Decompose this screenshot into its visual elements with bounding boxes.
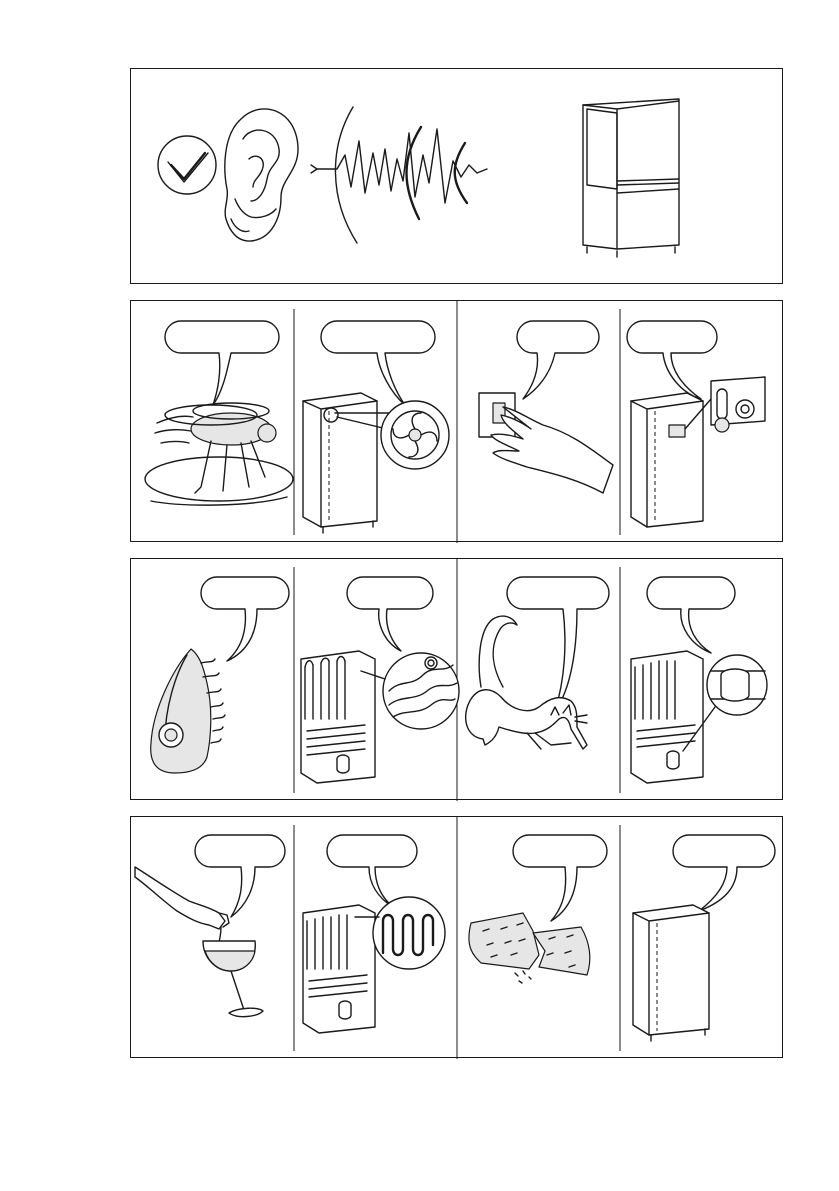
- speech-bubble-icon: [507, 577, 609, 711]
- speech-bubble-icon: [647, 577, 735, 653]
- speech-bubble-icon: [321, 321, 435, 405]
- speech-bubble-icon: [195, 835, 285, 917]
- speech-bubble-icon: [347, 577, 433, 651]
- noise-row-1-illustration: [131, 301, 784, 543]
- fan-noise-panel: [303, 321, 449, 533]
- noise-row-2-frame: [130, 558, 783, 800]
- iron-hiss-panel: [151, 577, 289, 773]
- fly-buzz-panel: [145, 321, 293, 505]
- speech-bubble-icon: [517, 321, 599, 399]
- speech-bubble-icon: [513, 835, 607, 921]
- speech-bubble-icon: [165, 321, 279, 405]
- cracker-crack-panel: [469, 835, 607, 983]
- fridge-icon: [583, 99, 679, 257]
- speech-bubble-icon: [627, 321, 717, 399]
- noise-row-3-frame: [130, 816, 783, 1058]
- noise-overview-frame: [130, 68, 783, 284]
- cat-purr-panel: [466, 577, 609, 749]
- condenser-hiss-panel: [301, 577, 459, 783]
- noise-row-1-frame: [130, 300, 783, 542]
- refrigerant-flow-panel: [303, 835, 445, 1033]
- cabinet-crack-panel: [633, 835, 775, 1041]
- thermostat-click-panel: [627, 321, 765, 527]
- compressor-hum-panel: [631, 577, 767, 783]
- ear-icon: [225, 109, 298, 241]
- overview-illustration: [131, 69, 784, 285]
- sound-wave-icon: [311, 107, 487, 243]
- noise-row-3-illustration: [131, 817, 784, 1059]
- checkmark-icon: [158, 136, 216, 194]
- switch-click-panel: [479, 321, 613, 493]
- noise-row-2-illustration: [131, 559, 784, 801]
- speech-bubble-icon: [673, 835, 775, 911]
- speech-bubble-icon: [327, 835, 417, 907]
- wine-gurgle-panel: [135, 835, 285, 1017]
- speech-bubble-icon: [201, 577, 289, 661]
